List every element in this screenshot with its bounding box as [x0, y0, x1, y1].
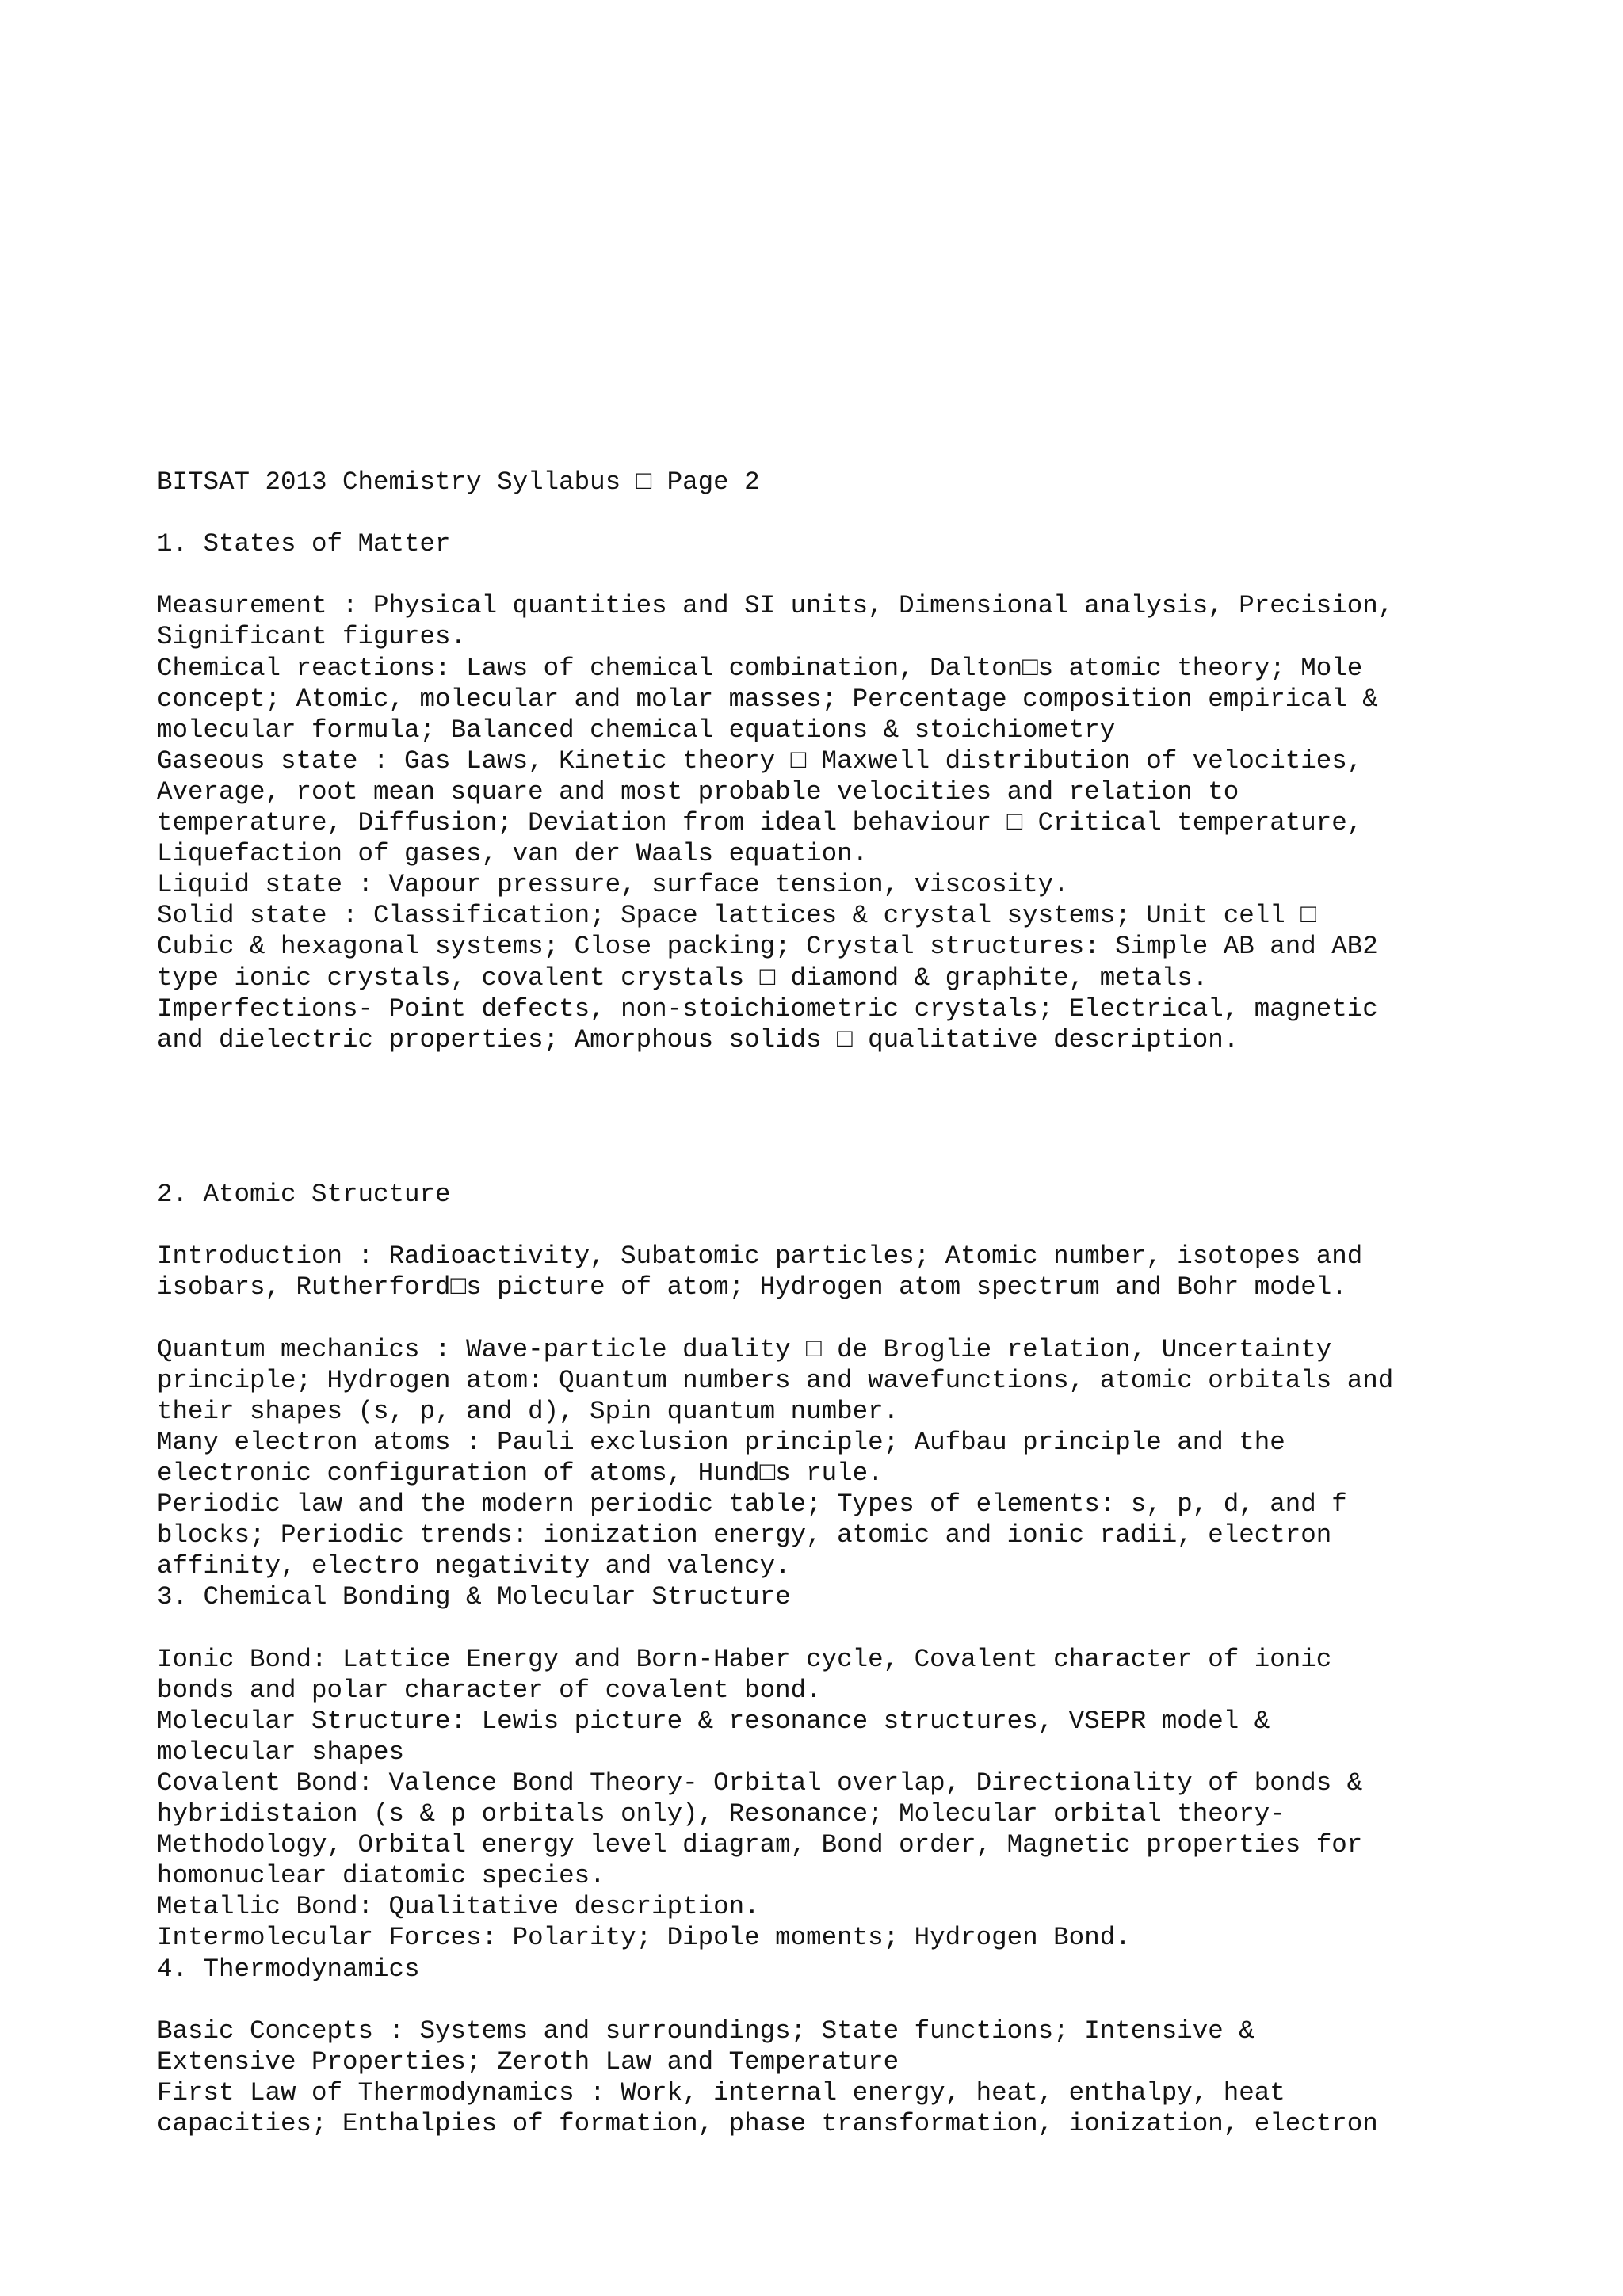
- blank-line: [157, 1086, 1583, 1117]
- blank-line: [157, 1117, 1583, 1148]
- text-line: Molecular Structure: Lewis picture & resonance structures, VSEPR model &: [157, 1706, 1270, 1736]
- text-line: Metallic Bond: Qualitative description.: [157, 1892, 760, 1922]
- text-line: Imperfections- Point defects, non-stoichiometric crystals; Electrical, magnetic: [157, 994, 1378, 1024]
- blank-line: [157, 498, 1583, 528]
- blank-line: [157, 1210, 1583, 1241]
- text-line: molecular formula; Balanced chemical equations & stoichiometry: [157, 715, 1116, 745]
- blank-line: [157, 1985, 1583, 2016]
- blank-line: [157, 1055, 1583, 1086]
- text-line: blocks; Periodic trends: ionization energy, atomic and ionic radii, electron: [157, 1520, 1332, 1550]
- text-line: Gaseous state : Gas Laws, Kinetic theory □ Maxwell distribution of velocities,: [157, 746, 1363, 776]
- text-line: their shapes (s, p, and d), Spin quantum number.: [157, 1396, 899, 1426]
- section-heading: 1. States of Matter: [157, 529, 451, 559]
- text-line: Solid state : Classification; Space lattices & crystal systems; Unit cell □: [157, 901, 1316, 931]
- text-line: Chemical reactions: Laws of chemical combination, Dalton□s atomic theory; Mole: [157, 653, 1363, 683]
- blank-line: [157, 1612, 1583, 1643]
- blank-line: [157, 1148, 1583, 1179]
- document-text: [157, 467, 1583, 2139]
- text-line: capacities; Enthalpies of formation, phase transformation, ionization, electron: [157, 2108, 1378, 2138]
- text-line: type ionic crystals, covalent crystals □ diamond & graphite, metals.: [157, 963, 1209, 993]
- text-line: First Law of Thermodynamics : Work, internal energy, heat, enthalpy, heat: [157, 2077, 1285, 2107]
- text-line: Ionic Bond: Lattice Energy and Born-Haber cycle, Covalent character of ionic: [157, 1644, 1332, 1674]
- text-line: Measurement : Physical quantities and SI units, Dimensional analysis, Precision,: [157, 591, 1394, 621]
- text-line: Quantum mechanics : Wave-particle duality □ de Broglie relation, Uncertainty: [157, 1334, 1332, 1364]
- page-header: BITSAT 2013 Chemistry Syllabus □ Page 2: [157, 467, 760, 497]
- section-heading: 4. Thermodynamics: [157, 1954, 420, 1984]
- text-line: isobars, Rutherford□s picture of atom; Hydrogen atom spectrum and Bohr model.: [157, 1272, 1347, 1302]
- blank-line: [157, 559, 1583, 590]
- text-line: Average, root mean square and most probable velocities and relation to: [157, 776, 1239, 807]
- blank-line: [157, 1303, 1583, 1334]
- section-heading: 2. Atomic Structure: [157, 1180, 451, 1210]
- text-line: Introduction : Radioactivity, Subatomic particles; Atomic number, isotopes and: [157, 1241, 1363, 1272]
- text-line: homonuclear diatomic species.: [157, 1861, 605, 1891]
- text-line: Intermolecular Forces: Polarity; Dipole moments; Hydrogen Bond.: [157, 1923, 1131, 1953]
- text-line: Covalent Bond: Valence Bond Theory- Orbital overlap, Directionality of bonds &: [157, 1768, 1363, 1798]
- text-line: concept; Atomic, molecular and molar masses; Percentage composition empirical &: [157, 684, 1378, 714]
- text-line: Extensive Properties; Zeroth Law and Temperature: [157, 2046, 899, 2077]
- text-line: Liquefaction of gases, van der Waals equation.: [157, 839, 869, 869]
- text-line: temperature, Diffusion; Deviation from ideal behaviour □ Critical temperature,: [157, 808, 1363, 838]
- text-line: hybridistaion (s & p orbitals only), Resonance; Molecular orbital theory-: [157, 1799, 1285, 1829]
- text-line: bonds and polar character of covalent bond.: [157, 1675, 822, 1705]
- text-line: affinity, electro negativity and valency.: [157, 1551, 791, 1581]
- text-line: principle; Hydrogen atom: Quantum numbers and wavefunctions, atomic orbitals and: [157, 1365, 1394, 1395]
- text-line: Periodic law and the modern periodic table; Types of elements: s, p, d, and f: [157, 1489, 1347, 1520]
- text-line: and dielectric properties; Amorphous solids □ qualitative description.: [157, 1024, 1239, 1055]
- text-line: molecular shapes: [157, 1737, 405, 1767]
- text-line: Significant figures.: [157, 622, 467, 652]
- text-line: Many electron atoms : Pauli exclusion principle; Aufbau principle and the: [157, 1427, 1285, 1457]
- section-heading: 3. Chemical Bonding & Molecular Structure: [157, 1582, 791, 1612]
- text-line: Cubic & hexagonal systems; Close packing; Crystal structures: Simple AB and AB2: [157, 932, 1378, 962]
- text-line: Liquid state : Vapour pressure, surface tension, viscosity.: [157, 870, 1069, 900]
- text-line: Basic Concepts : Systems and surroundings; State functions; Intensive &: [157, 2016, 1254, 2046]
- text-line: electronic configuration of atoms, Hund□s rule.: [157, 1459, 884, 1488]
- text-line: Methodology, Orbital energy level diagram, Bond order, Magnetic properties for: [157, 1830, 1363, 1860]
